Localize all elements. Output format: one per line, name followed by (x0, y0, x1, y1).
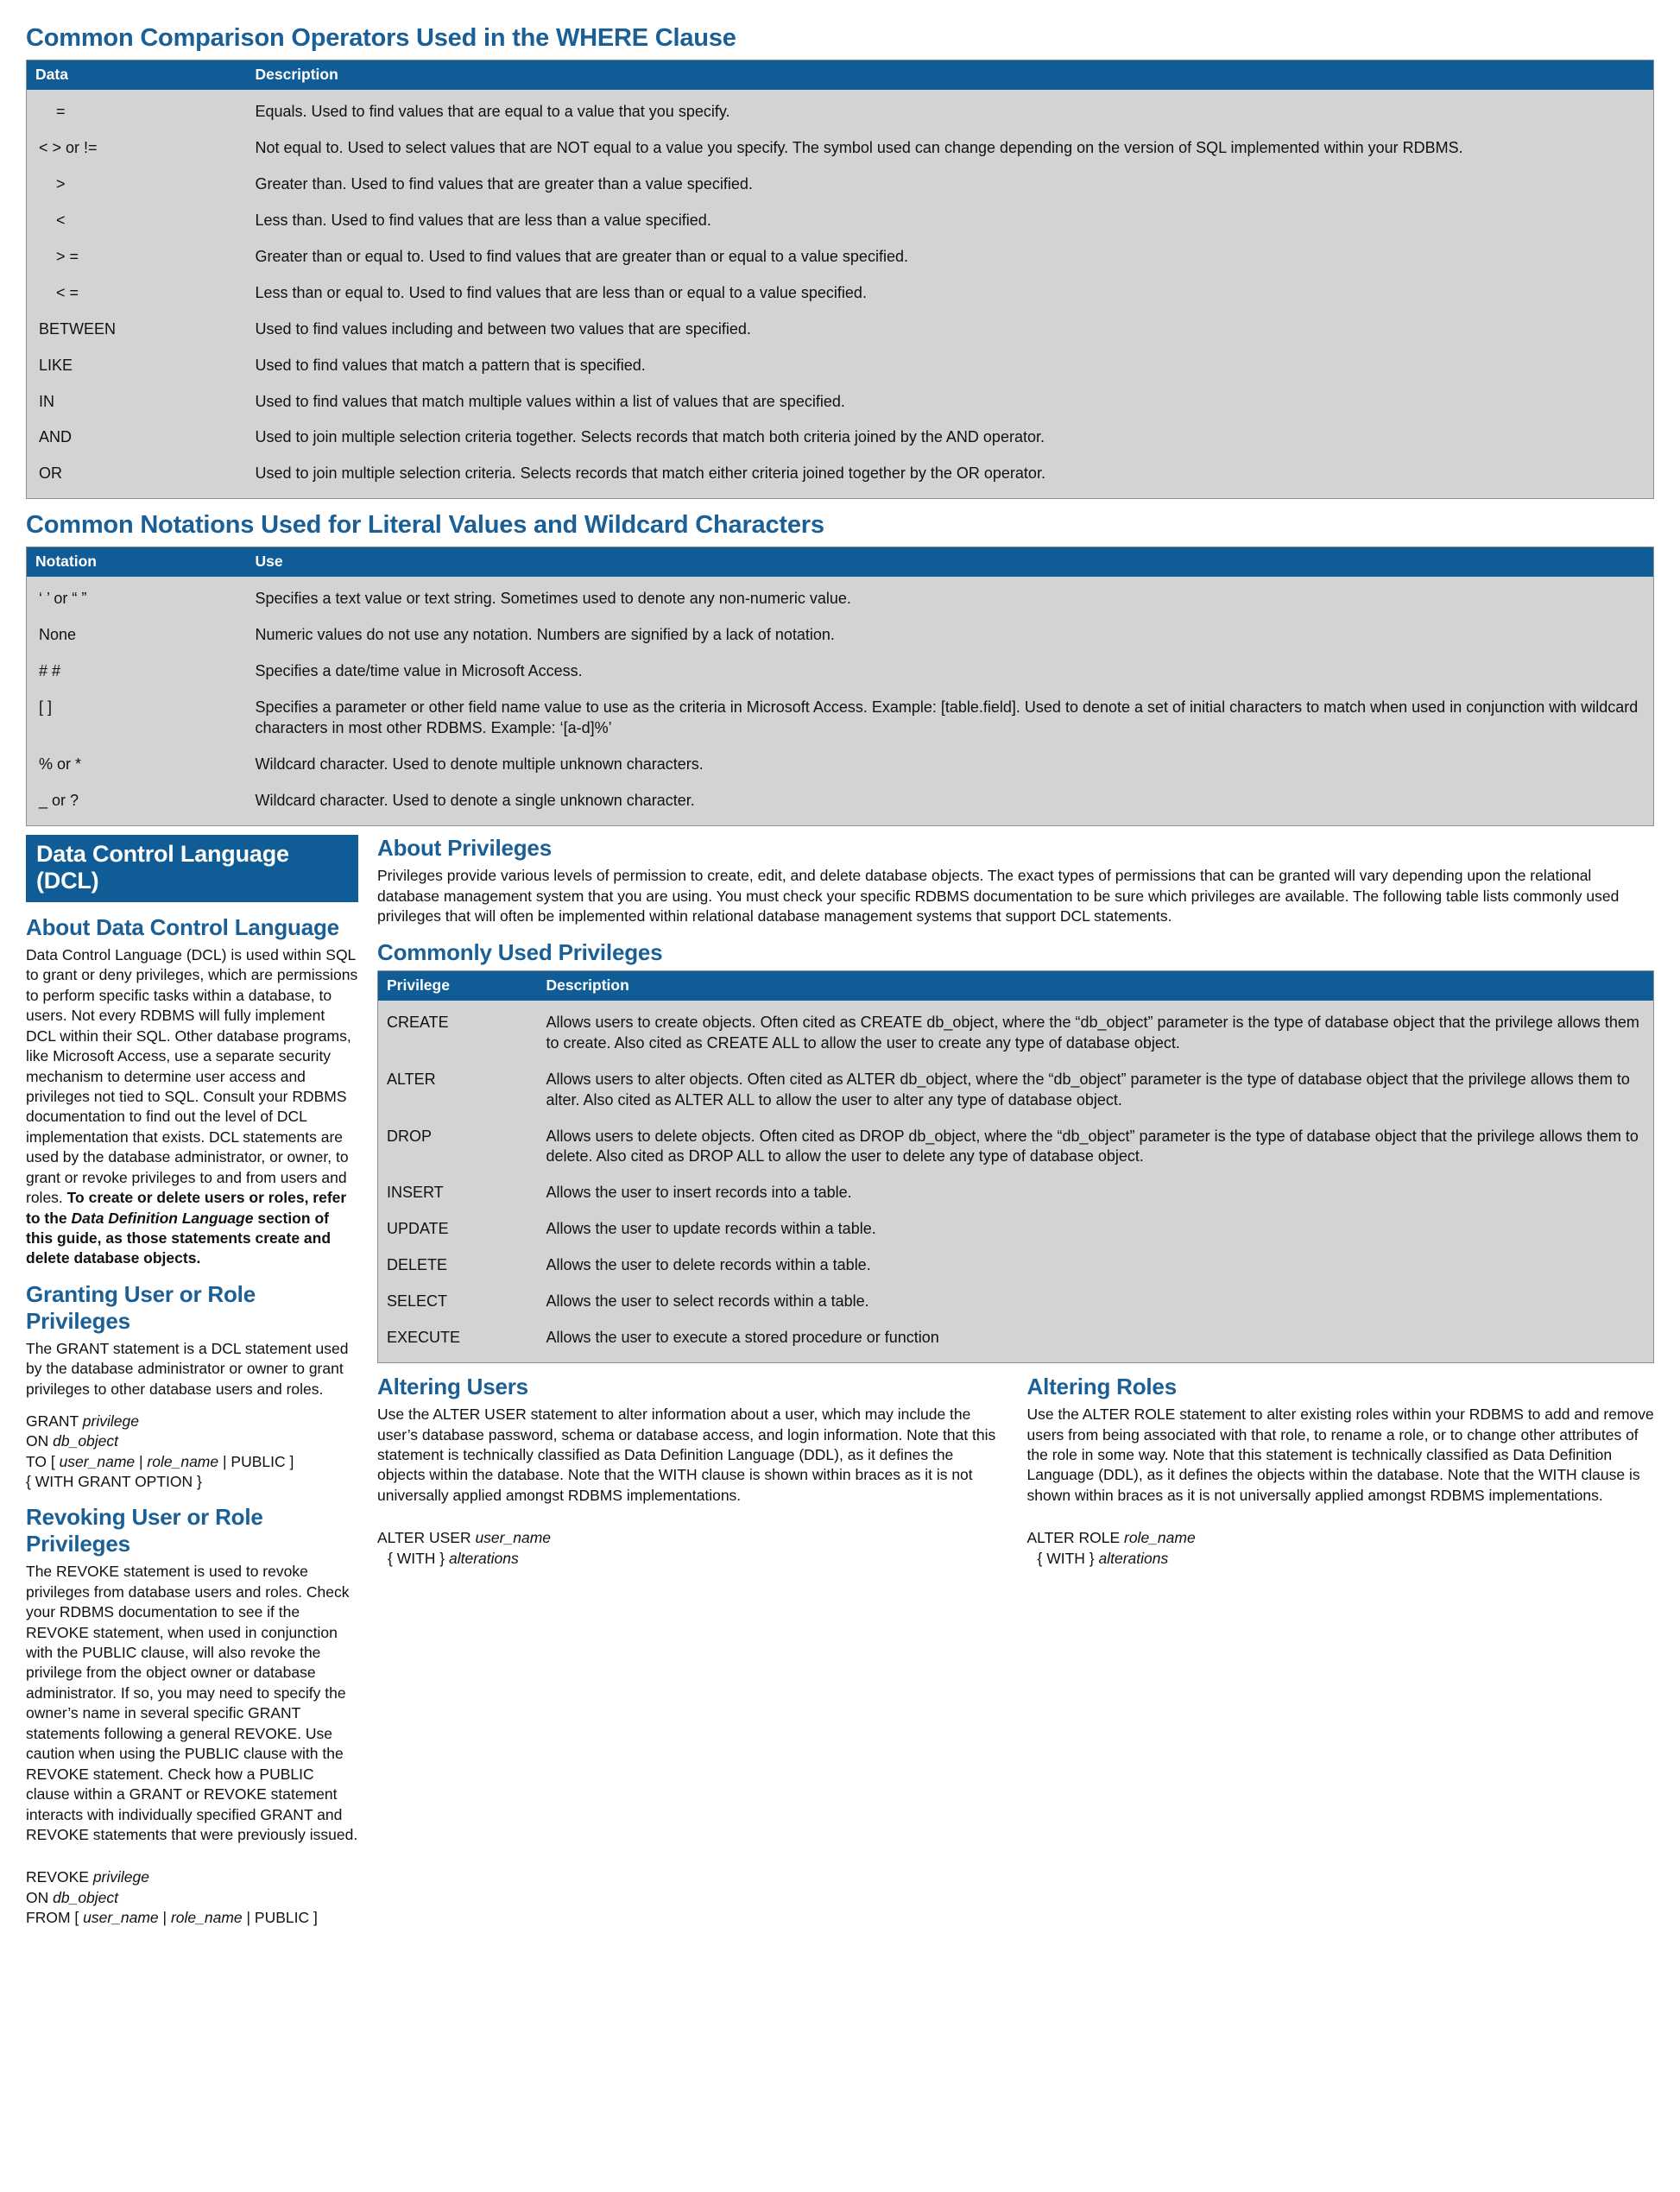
privilege-name: INSERT (387, 1184, 444, 1202)
grant-code-line-3 (26, 1452, 358, 1472)
privilege-description: Allows users to alter objects. Often cited as ALTER db_object, where the “db_object” parameter is the type of database object that the privilege allows them to alter. Also cited as ALTER ALL to allow the user to alter any type of database object. (546, 1070, 1630, 1109)
grant-to-keyword: TO [ (26, 1452, 60, 1470)
heading-about-dcl: About Data Control Language (26, 913, 339, 940)
operator-description: Used to join multiple selection criteria. Selects records that match either criteria joined together by the OR operator. (255, 464, 1045, 483)
about-dcl-bold-b: section of this guide, as those statements create and delete database objects. (26, 1209, 332, 1267)
grant-on-keyword: ON (26, 1432, 54, 1450)
alter-user-syntax-block (377, 1528, 1005, 1569)
table-row (27, 348, 1654, 384)
notation-use: Specifies a date/time value in Microsoft Access. (255, 662, 583, 680)
altering-roles-paragraph: Use the ALTER ROLE statement to alter existing roles within your RDBMS to add and remove users from being associated with that role, to rename a role, or to change other attributes of the role in some way. Note that this statement is technically classified as Data Definition Language (DDL), as it defines the objects within the database. Note that the WITH clause is shown within braces as it is not universally applied amongst RDBMS implementations. (1026, 1406, 1654, 1504)
privilege-description: Allows the user to insert records into a table. (546, 1184, 852, 1202)
operator-symbol: IN (39, 392, 54, 410)
altering-sections (377, 1374, 1654, 1569)
table-row (378, 1320, 1654, 1362)
grant-keyword: GRANT (26, 1412, 83, 1431)
notation-use: Wildcard character. Used to denote multiple unknown characters. (255, 755, 704, 773)
notations-table (26, 546, 1654, 826)
table-row (27, 203, 1654, 239)
table-header-row (378, 970, 1654, 1001)
grant-on-variable: db_object (53, 1432, 119, 1450)
operator-description: Used to join multiple selection criteria together. Selects records that match both criteria joined by the AND operator. (255, 428, 1045, 446)
alter-user-keyword: ALTER USER (377, 1529, 476, 1547)
privilege-name: UPDATE (387, 1220, 449, 1238)
operator-description: Less than or equal to. Used to find values that are less than or equal to a value specified. (255, 283, 867, 301)
privilege-name: DROP (387, 1127, 433, 1145)
alter-role-variable: role_name (1124, 1529, 1196, 1547)
about-privileges-paragraph: Privileges provide various levels of permission to create, edit, and delete database objects. The exact types of permissions that can be granted will vary depending upon the relational database management system that you are using. You must check your specific RDBMS documentation to be sure which privileges are available. The following table lists commonly used privileges that will often be implemented within relational database management systems that support DCL statements. (377, 866, 1620, 925)
table-row (378, 1211, 1654, 1248)
operator-description: Not equal to. Used to select values that are NOT equal to a value you specify. The symbol used can change depending on the version of SQL implemented within your RDBMS. (255, 138, 1463, 156)
column-header-notation: Notation (27, 547, 247, 578)
table-row (27, 239, 1654, 275)
notation-symbol: ‘ ’ or “ ” (39, 590, 87, 608)
revoke-on-keyword: ON (26, 1888, 54, 1906)
operator-description: Greater than. Used to find values that are greater than a value specified. (255, 174, 753, 193)
operator-description: Used to find values that match a pattern that is specified. (255, 356, 646, 374)
revoke-code-line-1 (26, 1867, 358, 1887)
revoke-role-var: role_name (170, 1908, 243, 1926)
table-row (27, 690, 1654, 747)
table-row (378, 1001, 1654, 1062)
revoke-variable: privilege (92, 1868, 149, 1886)
operator-description: Equals. Used to find values that are equal to a value that you specify. (255, 103, 730, 120)
table-row (27, 747, 1654, 783)
privilege-description: Allows the user to execute a stored procedure or function (546, 1329, 939, 1347)
grant-code-line-2 (26, 1431, 358, 1451)
granting-paragraph: The GRANT statement is a DCL statement used by the database administrator or owner to grant privileges to other database users and roles. (26, 1339, 349, 1398)
page-title-comparison-operators: Common Comparison Operators Used in the WHERE Clause (26, 24, 736, 52)
grant-role-var: role_name (147, 1452, 219, 1470)
table-row (27, 654, 1654, 690)
grant-syntax-block (26, 1412, 358, 1492)
privilege-name: EXECUTE (387, 1329, 461, 1347)
table-row (378, 1284, 1654, 1320)
grant-pipe-a: | (135, 1452, 148, 1470)
about-dcl-text: Data Control Language (DCL) is used within SQL to grant or deny privileges, which are permissions to perform specific tasks within a database, to users. Not every RDBMS will fully implement DCL within their SQL. Other database programs, like Microsoft Access, use a separate security mechanism to determine user access and privileges not tied to SQL. Consult your RDBMS documentation to find out the level of DCL implementation that exists. DCL statements are used by the database administrator, or owner, to grant or revoke privileges to and from users and roles. (26, 945, 358, 1207)
privileges-table (377, 970, 1654, 1363)
heading-revoking-privileges: Revoking User or Role Privileges (26, 1504, 263, 1557)
revoke-user-var: user_name (83, 1908, 159, 1926)
notation-use: Specifies a parameter or other field name value to use as the criteria in Microsoft Access. Example: [table.field]. Used to denote a set of initial characters to match when used in conjunction with wildcard characters in most other RDBMS. Example: ‘[a-d]%’ (255, 698, 1639, 737)
table-row (27, 130, 1654, 167)
notation-use: Numeric values do not use any notation. Numbers are signified by a lack of notation. (255, 626, 835, 644)
grant-user-var: user_name (59, 1452, 136, 1470)
operator-symbol: > = (56, 247, 79, 265)
dcl-left-column (26, 835, 358, 1928)
revoke-code-line-2 (26, 1888, 358, 1908)
privilege-description: Allows the user to select records within a table. (546, 1292, 869, 1311)
dcl-right-column (377, 835, 1654, 1928)
notation-symbol: None (39, 626, 77, 644)
grant-public-kw: | PUBLIC ] (218, 1452, 294, 1470)
heading-granting-privileges: Granting User or Role Privileges (26, 1280, 256, 1334)
privilege-description: Allows the user to update records within a table. (546, 1220, 876, 1238)
privilege-description: Allows users to create objects. Often cited as CREATE db_object, where the “db_object” parameter is the type of database object that the privilege allows them to create. Also cited as CREATE ALL to allow the user to create any type of database object. (546, 1013, 1639, 1052)
heading-commonly-used-privileges: Commonly Used Privileges (377, 938, 663, 965)
revoke-syntax-block (26, 1867, 358, 1928)
alter-role-alterations: alterations (1098, 1549, 1169, 1567)
alter-user-alterations: alterations (448, 1549, 519, 1567)
operator-symbol: LIKE (39, 356, 73, 374)
table-row (27, 384, 1654, 420)
page-title-notations: Common Notations Used for Literal Values and Wildcard Characters (26, 511, 824, 540)
table-row (27, 275, 1654, 312)
table-row (27, 420, 1654, 456)
operator-symbol: = (56, 103, 66, 120)
table-row (27, 783, 1654, 825)
operator-symbol: < > or != (39, 138, 98, 156)
alter-user-code-line-2 (377, 1549, 1005, 1569)
privilege-name: ALTER (387, 1070, 436, 1088)
privilege-name: CREATE (387, 1013, 449, 1031)
dcl-banner: Data Control Language (DCL) (26, 835, 358, 902)
alter-role-code-line-1 (1027, 1528, 1655, 1548)
operator-symbol: AND (39, 428, 73, 446)
column-header-description: Description (247, 60, 1654, 91)
operator-symbol: > (56, 174, 66, 193)
altering-users-column (377, 1374, 1005, 1569)
privilege-description: Allows the user to delete records within a table. (546, 1256, 871, 1274)
table-row (27, 90, 1654, 130)
table-row (378, 1119, 1654, 1176)
notation-symbol: _ or ? (39, 791, 79, 809)
operator-symbol: BETWEEN (39, 319, 117, 338)
heading-about-privileges: About Privileges (377, 834, 552, 861)
operator-description: Used to find values including and between two values that are specified. (255, 319, 751, 338)
heading-altering-users: Altering Users (377, 1374, 528, 1400)
about-dcl-bold-italic: Data Definition Language (71, 1209, 254, 1227)
table-row (27, 167, 1654, 203)
alter-user-variable: user_name (475, 1529, 552, 1547)
table-row (378, 1175, 1654, 1211)
column-header-data: Data (27, 60, 247, 91)
column-header-privilege: Privilege (378, 970, 538, 1001)
alter-role-syntax-block (1027, 1528, 1655, 1569)
privilege-name: SELECT (387, 1292, 448, 1311)
notations-body (27, 577, 1654, 825)
comparison-operators-table (26, 60, 1654, 499)
table-row (27, 617, 1654, 654)
revoke-code-line-3 (26, 1908, 358, 1928)
altering-users-paragraph: Use the ALTER USER statement to alter information about a user, which may include the user’s database password, schema or database access, and login information. Note that this statement is technically classified as Data Definition Language (DDL), as it defines the objects within the database. Note that the WITH clause is shown within braces as it is not universally applied amongst RDBMS implementations. (377, 1406, 996, 1504)
operator-symbol: < = (56, 283, 79, 301)
alter-user-code-line-1 (377, 1528, 1005, 1548)
privilege-description: Allows users to delete objects. Often cited as DROP db_object, where the “db_object” parameter is the type of database object that the privilege allows them to delete. Also cited as DROP ALL to allow the user to delete any type of database object. (546, 1127, 1639, 1165)
notation-use: Wildcard character. Used to denote a single unknown character. (255, 791, 695, 809)
operator-symbol: OR (39, 464, 62, 483)
alter-role-keyword: ALTER ROLE (1026, 1529, 1124, 1547)
table-row (378, 1248, 1654, 1284)
operator-description: Less than. Used to find values that are less than a value specified. (255, 211, 711, 229)
comparison-operators-body (27, 90, 1654, 499)
heading-altering-roles: Altering Roles (1026, 1374, 1177, 1400)
altering-roles-column (1027, 1374, 1655, 1569)
privileges-body (378, 1001, 1654, 1363)
notation-symbol: % or * (39, 755, 82, 773)
revoking-paragraph: The REVOKE statement is used to revoke privileges from database users and roles. Check your RDBMS documentation to see if the REVOKE statement, when used in conjunction with the PUBLIC clause, will also revoke the privilege from the object owner or database administrator. If so, you may need to specify the owner’s name in several specific GRANT statements following a general REVOKE. Use caution when using the PUBLIC clause with the REVOKE statement. Check how a PUBLIC clause within a GRANT or REVOKE statement interacts with individually specified GRANT and REVOKE statements that were previously issued. (26, 1563, 358, 1843)
notation-use: Specifies a text value or text string. Sometimes used to denote any non-numeric value. (255, 590, 851, 608)
about-dcl-bold-a: To create or delete users or roles, refer to the (26, 1189, 347, 1227)
dcl-section (26, 835, 1654, 1928)
table-row (27, 456, 1654, 498)
table-header-row (27, 60, 1654, 91)
privilege-name: DELETE (387, 1256, 448, 1274)
table-row (27, 577, 1654, 617)
operator-description: Greater than or equal to. Used to find values that are greater than or equal to a value specified. (255, 247, 908, 265)
operator-symbol: < (56, 211, 66, 229)
notation-symbol: # # (39, 662, 61, 680)
revoke-from-keyword: FROM [ (26, 1908, 84, 1926)
alter-role-with-keyword: { WITH } (1037, 1549, 1099, 1567)
table-header-row (27, 547, 1654, 578)
table-row (27, 312, 1654, 348)
operator-description: Used to find values that match multiple values within a list of values that are specified. (255, 392, 845, 410)
about-dcl-paragraph (26, 945, 358, 1269)
column-header-description: Description (538, 970, 1654, 1001)
revoke-on-variable: db_object (53, 1888, 119, 1906)
alter-user-with-keyword: { WITH } (388, 1549, 449, 1567)
notation-symbol: [ ] (39, 698, 53, 717)
grant-code-line-1 (26, 1412, 358, 1431)
table-row (378, 1062, 1654, 1119)
grant-variable: privilege (82, 1412, 139, 1431)
revoke-pipe-a: | (158, 1908, 171, 1926)
revoke-keyword: REVOKE (26, 1868, 93, 1886)
alter-role-code-line-2 (1027, 1549, 1655, 1569)
grant-code-line-4: { WITH GRANT OPTION } (26, 1472, 202, 1490)
column-header-use: Use (247, 547, 1654, 578)
revoke-public-kw: | PUBLIC ] (242, 1908, 318, 1926)
